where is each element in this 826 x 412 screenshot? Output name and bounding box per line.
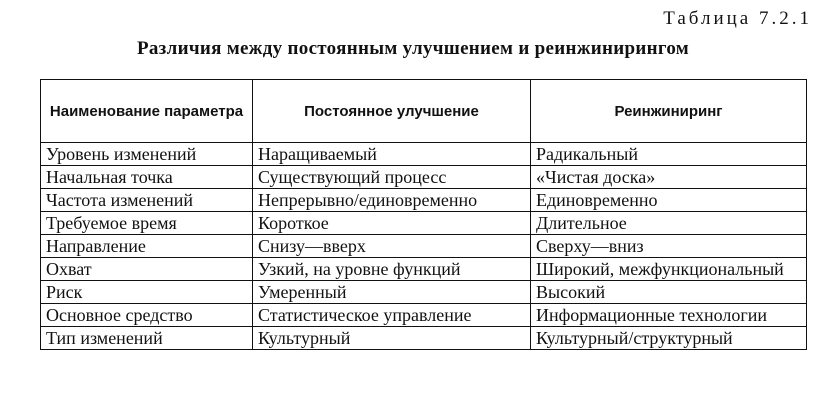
table-row: [41, 258, 807, 281]
row-continuous-improvement: Непрерывно/единовременно: [253, 189, 531, 212]
row-parameter: Частота изменений: [41, 189, 253, 212]
table-row: [41, 235, 807, 258]
row-continuous-improvement: Умеренный: [253, 281, 531, 304]
row-reengineering: Информационные технологии: [531, 304, 807, 327]
row-continuous-improvement: Снизу—вверх: [253, 235, 531, 258]
row-parameter: Риск: [41, 281, 253, 304]
row-continuous-improvement: Узкий, на уровне функций: [253, 258, 531, 281]
column-header-parameter: Наименование параметра: [41, 80, 253, 143]
table-row: [41, 166, 807, 189]
table-row: [41, 281, 807, 304]
header-row: [41, 80, 807, 143]
column-header-continuous-improvement: Постоянное улучшение: [253, 80, 531, 143]
table-row: [41, 212, 807, 235]
table-title: Различия между постоянным улучшением и реинжинирингом: [136, 38, 690, 59]
row-parameter: Направление: [41, 235, 253, 258]
row-reengineering: Высокий: [531, 281, 807, 304]
row-continuous-improvement: Существующий процесс: [253, 166, 531, 189]
row-reengineering: Длительное: [531, 212, 807, 235]
row-continuous-improvement: Культурный: [253, 327, 531, 350]
row-reengineering: «Чистая доска»: [531, 166, 807, 189]
row-parameter: Основное средство: [41, 304, 253, 327]
row-parameter: Тип изменений: [41, 327, 253, 350]
row-reengineering: Единовременно: [531, 189, 807, 212]
table-row: [41, 143, 807, 166]
table-row: [41, 327, 807, 350]
row-parameter: Уровень изменений: [41, 143, 253, 166]
column-header-reengineering: Реинжиниринг: [531, 80, 807, 143]
row-reengineering: Культурный/структурный: [531, 327, 807, 350]
comparison-table: [40, 79, 807, 350]
row-continuous-improvement: Статистическое управление: [253, 304, 531, 327]
row-reengineering: Радикальный: [531, 143, 807, 166]
table-number: Таблица 7.2.1: [663, 8, 812, 29]
row-parameter: Охват: [41, 258, 253, 281]
row-reengineering: Сверху—вниз: [531, 235, 807, 258]
row-reengineering: Широкий, межфункциональный: [531, 258, 807, 281]
row-parameter: Начальная точка: [41, 166, 253, 189]
row-parameter: Требуемое время: [41, 212, 253, 235]
table-row: [41, 189, 807, 212]
row-continuous-improvement: Короткое: [253, 212, 531, 235]
row-continuous-improvement: Наращиваемый: [253, 143, 531, 166]
table-row: [41, 304, 807, 327]
